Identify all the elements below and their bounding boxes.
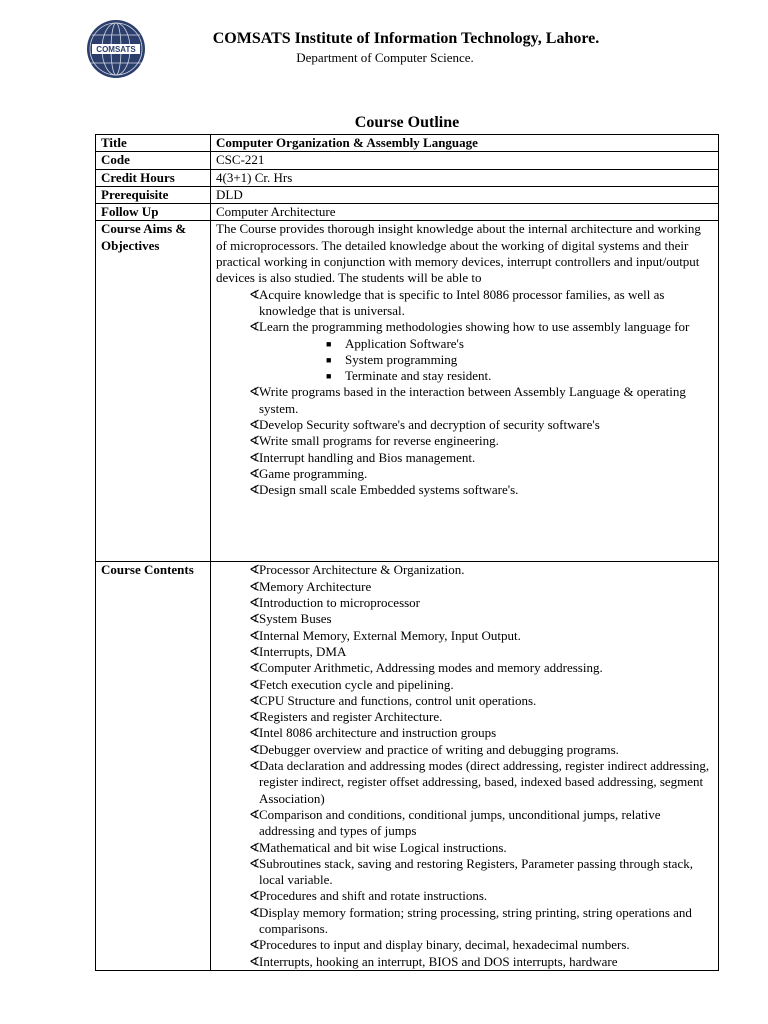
objective-item bbox=[216, 466, 713, 482]
bullet-icon: ∢ bbox=[249, 417, 260, 433]
content-item bbox=[216, 644, 713, 660]
bullet-icon: ∢ bbox=[249, 725, 260, 741]
department-name: Department of Computer Science. bbox=[296, 50, 474, 65]
contents-row bbox=[96, 562, 719, 970]
content-item-text: Registers and register Architecture. bbox=[259, 709, 443, 725]
sub-item bbox=[216, 368, 713, 384]
content-item-text: Interrupts, hooking an interrupt, BIOS and DOS interrupts, hardware bbox=[259, 953, 618, 969]
content-item bbox=[216, 954, 713, 970]
credit-value: 4(3+1) Cr. Hrs bbox=[211, 169, 719, 186]
square-bullet-icon: ■ bbox=[326, 371, 332, 382]
logo-text: COMSATS bbox=[96, 45, 136, 54]
code-label: Code bbox=[96, 152, 211, 169]
objective-item-text: Write small programs for reverse engineering. bbox=[259, 433, 499, 449]
content-item-text: Intel 8086 architecture and instruction groups bbox=[259, 725, 497, 741]
followup-value: Computer Architecture bbox=[211, 204, 719, 221]
bullet-icon: ∢ bbox=[249, 676, 260, 692]
bullet-icon: ∢ bbox=[249, 465, 260, 481]
objective-item-text: Game programming. bbox=[259, 465, 368, 481]
content-item bbox=[216, 937, 713, 953]
bullet-icon: ∢ bbox=[249, 611, 260, 627]
content-item-text: System Buses bbox=[259, 611, 332, 627]
content-item-text: Fetch execution cycle and pipelining. bbox=[259, 676, 454, 692]
objective-item bbox=[216, 287, 713, 320]
content-item-text: Comparison and conditions, conditional jumps, unconditional jumps, relative addressing and types of jumps bbox=[259, 806, 661, 839]
content-item bbox=[216, 562, 713, 578]
objective-item-text: Design small scale Embedded systems software's. bbox=[259, 482, 519, 498]
objectives-list bbox=[216, 287, 713, 499]
bullet-icon: ∢ bbox=[249, 319, 260, 335]
bullet-icon: ∢ bbox=[249, 741, 260, 757]
content-item-text: CPU Structure and functions, control unit operations. bbox=[259, 692, 537, 708]
content-item bbox=[216, 742, 713, 758]
content-item-text: Data declaration and addressing modes (direct addressing, register indirect addressing, register indirect, register offset addressing, based, indexed based addressing, segment Association) bbox=[259, 758, 710, 806]
prereq-value: DLD bbox=[211, 186, 719, 203]
objective-item-text: Learn the programming methodologies showing how to use assembly language for bbox=[259, 319, 690, 335]
objective-item-text: Interrupt handling and Bios management. bbox=[259, 449, 476, 465]
bullet-icon: ∢ bbox=[249, 758, 260, 774]
content-item bbox=[216, 660, 713, 676]
bullet-icon: ∢ bbox=[249, 839, 260, 855]
content-item bbox=[216, 595, 713, 611]
bullet-icon: ∢ bbox=[249, 904, 260, 920]
institute-title: COMSATS Institute of Information Technology, Lahore. bbox=[212, 30, 600, 47]
bullet-icon: ∢ bbox=[249, 286, 260, 302]
prereq-row bbox=[96, 186, 719, 203]
aims-label: Course Aims & Objectives bbox=[96, 221, 211, 562]
content-item bbox=[216, 628, 713, 644]
sub-item bbox=[216, 352, 713, 368]
content-item bbox=[216, 905, 713, 938]
objective-item bbox=[216, 319, 713, 335]
aims-cell bbox=[211, 221, 719, 562]
prereq-label: Prerequisite bbox=[96, 186, 211, 203]
comsats-logo bbox=[86, 19, 146, 79]
bullet-icon: ∢ bbox=[249, 627, 260, 643]
bullet-icon: ∢ bbox=[249, 449, 260, 465]
content-item bbox=[216, 579, 713, 595]
title-label: Title bbox=[96, 135, 211, 152]
aims-row bbox=[96, 221, 719, 562]
aims-intro: The Course provides thorough insight knowledge about the internal architecture and working of microprocessors. The detailed knowledge about the working of digital systems and their practical working in conjunction with memory devices, interrupt controllers and input/output devices is also studied. The students will be able to bbox=[216, 221, 701, 286]
sub-item-text: Application Software's bbox=[345, 335, 464, 351]
content-item bbox=[216, 807, 713, 840]
objective-item bbox=[216, 433, 713, 449]
content-item bbox=[216, 725, 713, 741]
bullet-icon: ∢ bbox=[249, 888, 260, 904]
objective-item-text: Acquire knowledge that is specific to Intel 8086 processor families, as well as knowledge that is universal. bbox=[259, 286, 665, 318]
credit-label: Credit Hours bbox=[96, 169, 211, 186]
objective-item-text: Develop Security software's and decryption of security software's bbox=[259, 417, 600, 433]
followup-row bbox=[96, 204, 719, 221]
content-item-text: Computer Arithmetic, Addressing modes and memory addressing. bbox=[259, 660, 603, 676]
content-item-text: Mathematical and bit wise Logical instructions. bbox=[259, 839, 507, 855]
objective-item bbox=[216, 384, 713, 417]
square-bullet-icon: ■ bbox=[326, 338, 332, 349]
bullet-icon: ∢ bbox=[249, 595, 260, 611]
contents-cell bbox=[211, 562, 719, 970]
content-item bbox=[216, 840, 713, 856]
objective-item bbox=[216, 450, 713, 466]
objective-item-text: Write programs based in the interaction between Assembly Language & operating system. bbox=[259, 384, 686, 416]
bullet-icon: ∢ bbox=[249, 709, 260, 725]
bullet-icon: ∢ bbox=[249, 578, 260, 594]
course-outline-table bbox=[95, 134, 719, 971]
content-item bbox=[216, 709, 713, 725]
content-item-text: Memory Architecture bbox=[259, 578, 372, 594]
content-item-text: Interrupts, DMA bbox=[259, 643, 347, 659]
bullet-icon: ∢ bbox=[249, 643, 260, 659]
bullet-icon: ∢ bbox=[249, 482, 260, 498]
content-item-text: Internal Memory, External Memory, Input Output. bbox=[259, 627, 521, 643]
sub-item-text: Terminate and stay resident. bbox=[345, 368, 492, 384]
content-item bbox=[216, 888, 713, 904]
bullet-icon: ∢ bbox=[249, 660, 260, 676]
bullet-icon: ∢ bbox=[249, 855, 260, 871]
bullet-icon: ∢ bbox=[249, 937, 260, 953]
bullet-icon: ∢ bbox=[249, 806, 260, 822]
content-item-text: Processor Architecture & Organization. bbox=[259, 562, 465, 578]
code-value: CSC-221 bbox=[211, 152, 719, 169]
objective-item bbox=[216, 417, 713, 433]
bullet-icon: ∢ bbox=[249, 953, 260, 969]
content-item-text: Display memory formation; string processing, string printing, string operations and comparisons. bbox=[259, 904, 692, 937]
content-item-text: Procedures to input and display binary, decimal, hexadecimal numbers. bbox=[259, 937, 630, 953]
contents-list bbox=[216, 562, 713, 969]
bullet-icon: ∢ bbox=[249, 562, 260, 578]
content-item bbox=[216, 611, 713, 627]
content-item bbox=[216, 677, 713, 693]
content-item bbox=[216, 856, 713, 889]
content-item-text: Debugger overview and practice of writing and debugging programs. bbox=[259, 741, 619, 757]
sub-item-text: System programming bbox=[345, 351, 458, 367]
content-item bbox=[216, 758, 713, 807]
objective-item bbox=[216, 482, 713, 498]
content-item-text: Subroutines stack, saving and restoring Registers, Parameter passing through stack, local variable. bbox=[259, 855, 693, 888]
bullet-icon: ∢ bbox=[249, 384, 260, 400]
square-bullet-icon: ■ bbox=[326, 354, 332, 365]
content-item bbox=[216, 693, 713, 709]
bullet-icon: ∢ bbox=[249, 692, 260, 708]
sub-item bbox=[216, 336, 713, 352]
followup-label: Follow Up bbox=[96, 204, 211, 221]
bullet-icon: ∢ bbox=[249, 433, 260, 449]
code-row bbox=[96, 152, 719, 169]
content-item-text: Procedures and shift and rotate instructions. bbox=[259, 888, 488, 904]
content-item-text: Introduction to microprocessor bbox=[259, 595, 421, 611]
outline-title: Course Outline bbox=[354, 114, 460, 131]
title-value: Computer Organization & Assembly Language bbox=[211, 135, 719, 152]
title-row bbox=[96, 135, 719, 152]
credit-row bbox=[96, 169, 719, 186]
contents-label: Course Contents bbox=[96, 562, 211, 970]
